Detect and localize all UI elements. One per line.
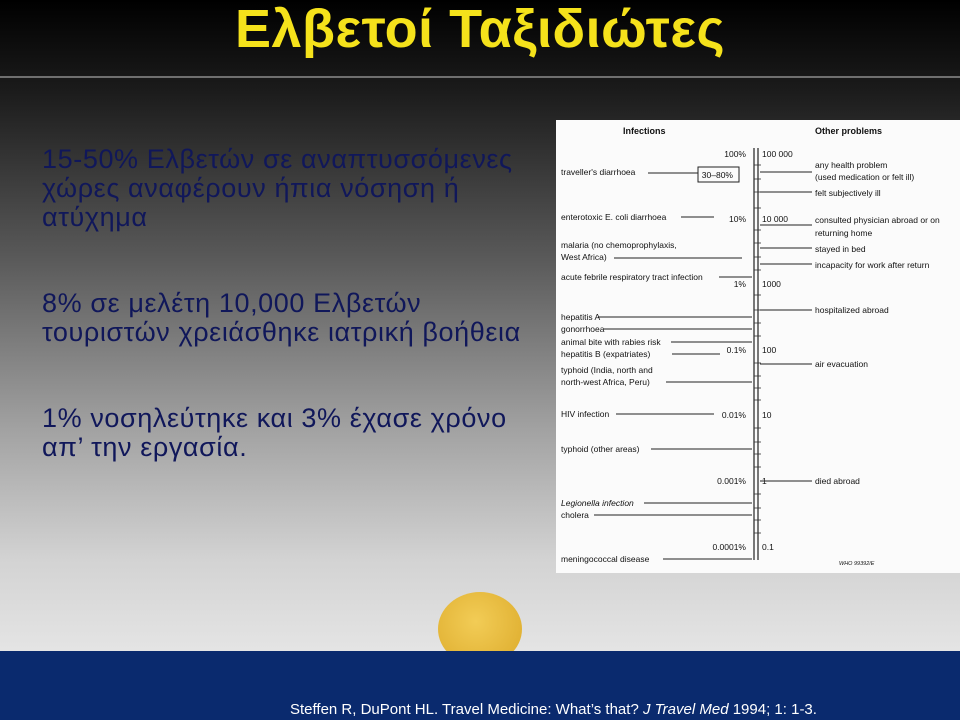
percent-tick-0-01: 0.01%	[721, 410, 746, 420]
count-tick-0-1: 0.1	[762, 542, 774, 552]
title-divider	[0, 76, 960, 78]
other-stayed-in-bed: stayed in bed	[815, 244, 866, 254]
infection-typhoid-line1: typhoid (India, north and	[561, 365, 653, 375]
other-any-health-problem: any health problem	[815, 160, 888, 170]
figure-header-other: Other problems	[815, 126, 883, 136]
infection-respiratory: acute febrile respiratory tract infection	[561, 272, 703, 282]
count-tick-1000: 1000	[762, 279, 781, 289]
infection-hepatitis-a: hepatitis A	[561, 312, 601, 322]
other-hospitalized-abroad: hospitalized abroad	[815, 305, 889, 315]
count-tick-10000: 10 000	[762, 214, 788, 224]
other-used-medication: (used medication or felt ill)	[815, 172, 915, 182]
other-returning-home: returning home	[815, 228, 873, 238]
infection-malaria-line1: malaria (no chemoprophylaxis,	[561, 240, 677, 250]
citation-journal: J Travel Med	[642, 701, 729, 718]
percent-tick-10: 10%	[728, 214, 746, 224]
infection-hiv: HIV infection	[561, 409, 610, 419]
percent-tick-100: 100%	[724, 149, 746, 159]
infection-meningococcal: meningococcal disease	[561, 554, 650, 564]
percent-tick-0-0001: 0.0001%	[712, 542, 746, 552]
figure-header-infections: Infections	[623, 126, 666, 136]
count-tick-10: 10	[762, 410, 772, 420]
figure-source-tag: WHO 99392/E	[839, 561, 875, 567]
bullet-paragraph-3: 1% νοσηλεύτηκε και 3% έχασε χρόνο απ’ την εργασία.	[42, 403, 507, 462]
infection-legionella: Legionella infection	[561, 498, 634, 508]
infection-etec-diarrhoea: enterotoxic E. coli diarrhoea	[561, 212, 667, 222]
percent-tick-1: 1%	[733, 279, 746, 289]
percent-tick-0-001: 0.001%	[717, 476, 746, 486]
count-tick-1: 1	[762, 476, 767, 486]
count-tick-100: 100	[762, 345, 777, 355]
infection-gonorrhoea: gonorrhoea	[561, 324, 605, 334]
citation	[290, 701, 817, 718]
other-consulted-physician: consulted physician abroad or on	[815, 215, 940, 225]
travel-health-risk-figure	[556, 120, 960, 573]
count-tick-100000: 100 000	[762, 149, 793, 159]
infection-typhoid-line2: north-west Africa, Peru)	[561, 377, 650, 387]
other-died-abroad: died abroad	[815, 476, 860, 486]
bullet-paragraph-1: 15-50% Ελβετών σε αναπτυσσόμενες χώρες αναφέρουν ήπια νόσηση ή ατύχημα	[42, 144, 513, 232]
citation-rest: 1994; 1: 1-3.	[728, 701, 817, 718]
infection-malaria-line2: West Africa)	[561, 252, 607, 262]
percent-tick-0-1: 0.1%	[726, 345, 746, 355]
slide-title: Ελβετοί Ταξιδιώτες	[234, 0, 726, 59]
infection-travellers-diarrhoea: traveller's diarrhoea	[561, 167, 636, 177]
infection-cholera: cholera	[561, 510, 589, 520]
other-incapacity-for-work: incapacity for work after return	[815, 260, 930, 270]
infection-hepatitis-b: hepatitis B (expatriates)	[561, 349, 651, 359]
other-felt-ill: felt subjectively ill	[815, 188, 881, 198]
bullet-paragraph-2: 8% σε μελέτη 10,000 Ελβετών τουριστών χρειάσθηκε ιατρική βοήθεια	[42, 288, 521, 347]
infection-typhoid-other: typhoid (other areas)	[561, 444, 640, 454]
percent-tick-30-80: 30–80%	[701, 170, 733, 180]
other-air-evacuation: air evacuation	[815, 359, 868, 369]
citation-authors: Steffen R, DuPont HL. Travel Medicine: What’s that?	[290, 701, 643, 718]
infection-animal-bite: animal bite with rabies risk	[561, 337, 661, 347]
